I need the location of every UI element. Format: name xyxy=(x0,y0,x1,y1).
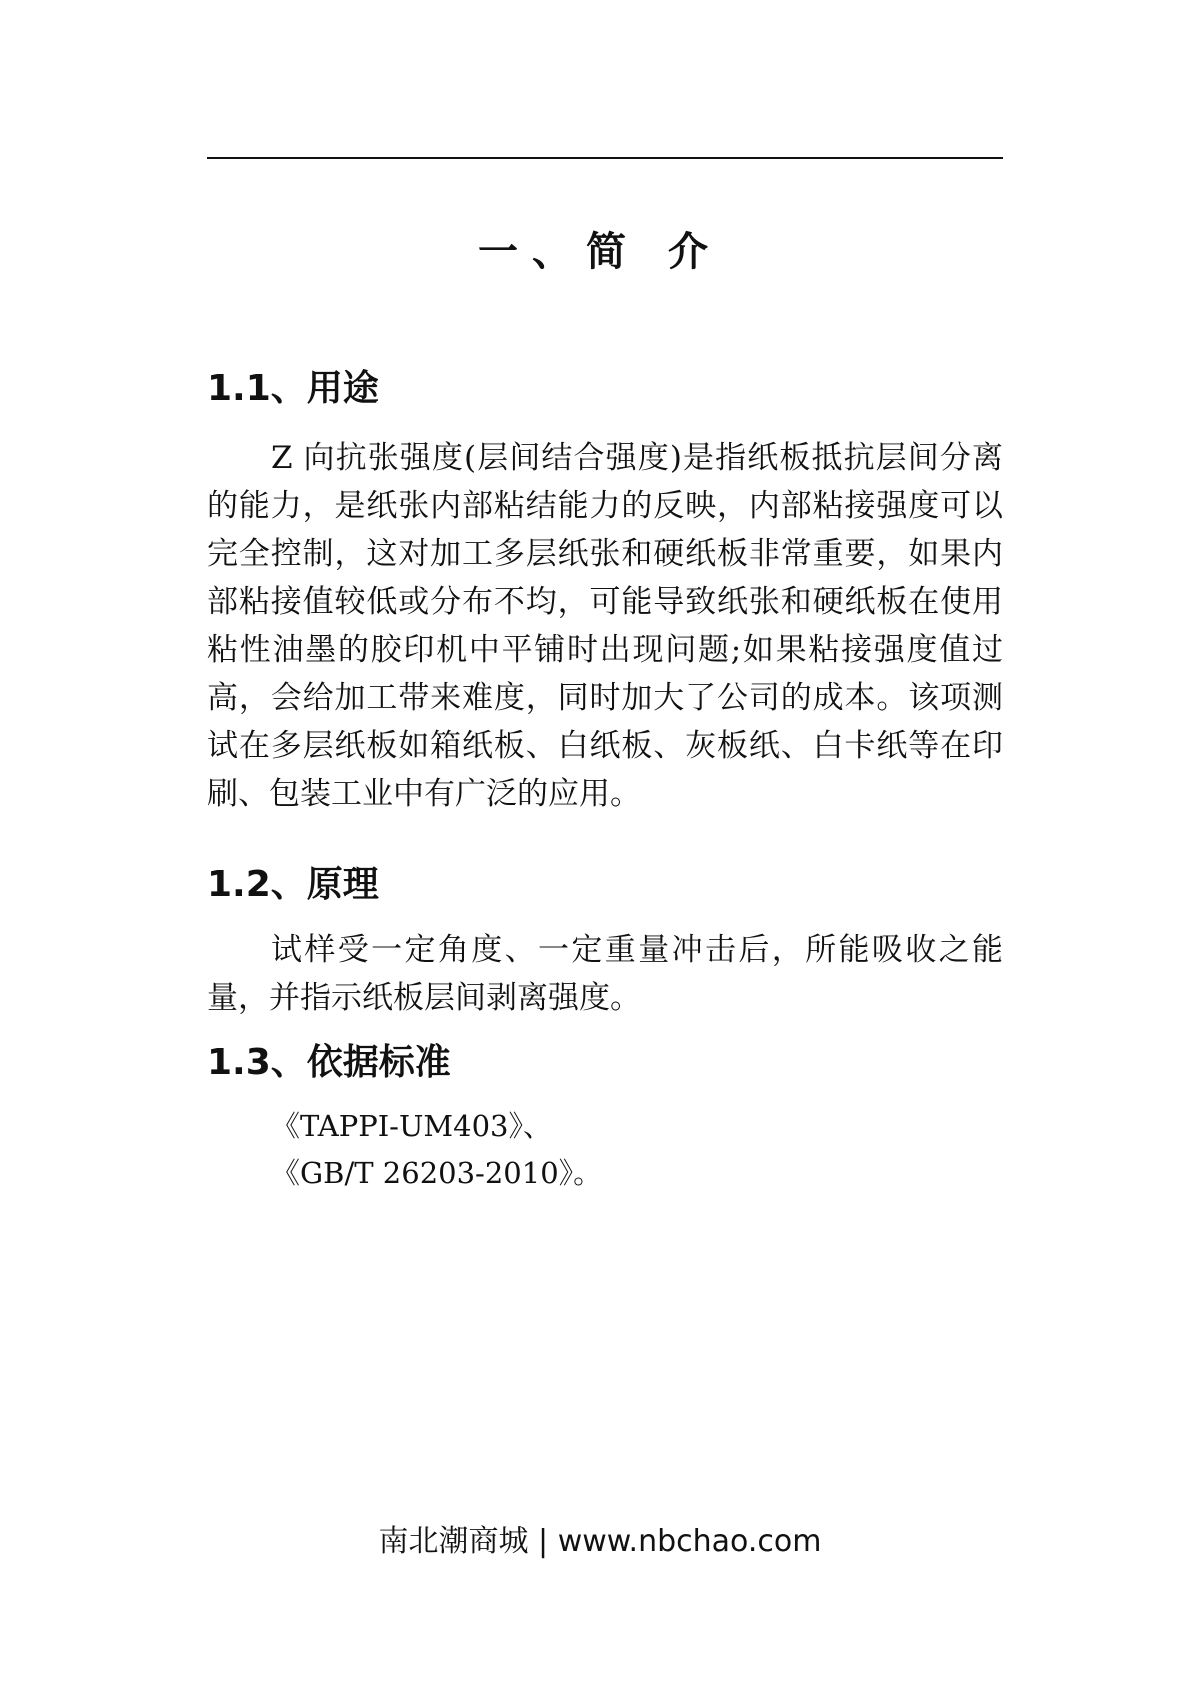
usage-paragraph: Z 向抗张强度(层间结合强度)是指纸板抵抗层间分离的能力，是纸张内部粘结能力的反映，内部粘接强度可以完全控制，这对加工多层纸张和硬纸板非常重要，如果内部粘接值较低或分布不均，可能导致纸张和硬纸板在使用粘性油墨的胶印机中平铺时出现问题;如果粘接强度值过高，会给加工带来难度，同时加大了公司的成本。该项测试在多层纸板如箱纸板、白纸板、灰板纸、白卡纸等在印刷、包装工业中有广泛的应用。 xyxy=(207,440,1003,812)
standard-item-tappi: 《TAPPI-UM403》、 xyxy=(271,1109,552,1143)
chapter-title: 一、简 介 xyxy=(478,229,722,275)
section-heading-usage: 1.1、用途 xyxy=(207,368,379,409)
principle-paragraph: 试样受一定角度、一定重量冲击后，所能吸收之能量，并指示纸板层间剥离强度。 xyxy=(207,932,1003,1016)
header-rule xyxy=(207,157,1003,159)
section-heading-standards: 1.3、依据标准 xyxy=(207,1042,451,1083)
section-heading-principle: 1.2、原理 xyxy=(207,864,379,905)
footer-site-label: 南北潮商城 | www.nbchao.com xyxy=(378,1524,822,1559)
standard-item-gbt: 《GB/T 26203-2010》。 xyxy=(271,1156,603,1190)
